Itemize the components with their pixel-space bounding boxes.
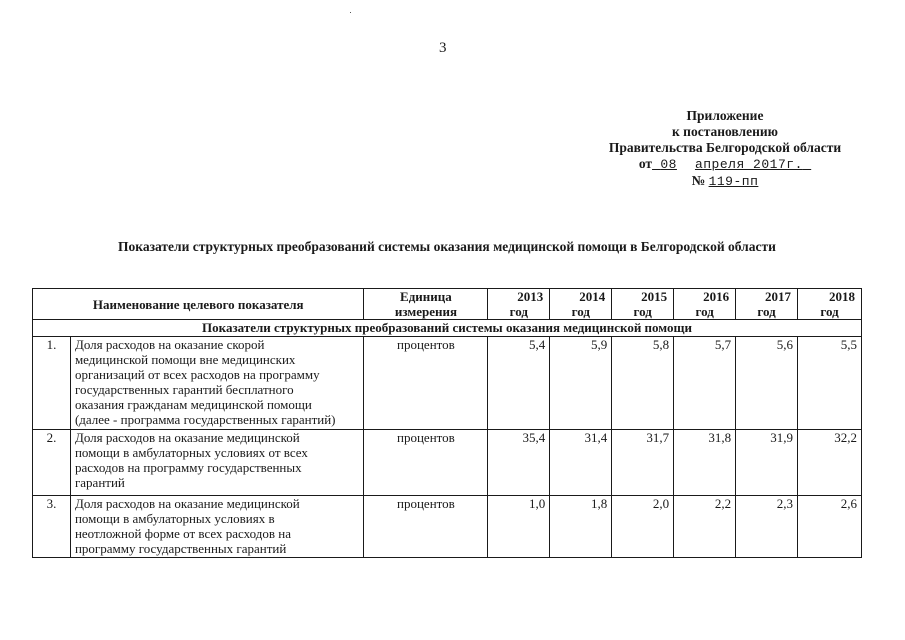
- indicators-table: [32, 288, 862, 558]
- row-value-2016: 5,7: [674, 337, 736, 430]
- row-value-2016: 2,2: [674, 496, 736, 558]
- appendix-number-row: [600, 173, 850, 190]
- page-number: 3: [439, 40, 447, 56]
- row-number: 1.: [33, 337, 71, 430]
- row-value-2014: 1,8: [550, 496, 612, 558]
- row-unit: процентов: [364, 337, 488, 430]
- table-row: [33, 496, 862, 558]
- row-value-2017: 2,3: [736, 496, 798, 558]
- row-value-2014: 5,9: [550, 337, 612, 430]
- row-value-2013: 35,4: [488, 430, 550, 496]
- row-value-2015: 2,0: [612, 496, 674, 558]
- header-year-2015: 2015 год: [612, 289, 674, 320]
- table-header-row: [33, 289, 862, 320]
- row-indicator-name: Доля расходов на оказание скорой медицинской помощи вне медицинских организаций от всех расходов на программу государственных гарантий бесплатного оказания гражданам медицинской помощи (далее - программа государственных гарантий): [70, 337, 364, 430]
- table-row: [33, 337, 862, 430]
- section-row: [33, 320, 862, 337]
- row-value-2013: 1,0: [488, 496, 550, 558]
- row-value-2018: 2,6: [798, 496, 862, 558]
- header-unit: Единица измерения: [364, 289, 488, 320]
- table-row: [33, 430, 862, 496]
- header-indicator-name: Наименование целевого показателя: [33, 289, 364, 320]
- row-value-2014: 31,4: [550, 430, 612, 496]
- date-prefix: от: [638, 156, 653, 171]
- row-unit: процентов: [364, 430, 488, 496]
- document-title: Показатели структурных преобразований системы оказания медицинской помощи в Белгородской области: [118, 239, 776, 254]
- scan-speck: [350, 12, 351, 13]
- row-value-2018: 5,5: [798, 337, 862, 430]
- appendix-line-decree: к постановлению: [672, 124, 778, 139]
- decree-number: 119-пп: [708, 174, 759, 189]
- row-value-2013: 5,4: [488, 337, 550, 430]
- appendix-block: [600, 108, 850, 190]
- header-year-2016: 2016 год: [674, 289, 736, 320]
- row-value-2017: 31,9: [736, 430, 798, 496]
- date-month-year: апреля 2017г.: [694, 157, 803, 172]
- row-value-2015: 31,7: [612, 430, 674, 496]
- section-title: Показатели структурных преобразований системы оказания медицинской помощи: [33, 320, 862, 337]
- row-indicator-name: Доля расходов на оказание медицинской помощи в амбулаторных условиях от всех расходов на программу государственных гарантий: [70, 430, 364, 496]
- header-year-2013: 2013 год: [488, 289, 550, 320]
- header-year-2017: 2017 год: [736, 289, 798, 320]
- number-prefix: №: [691, 173, 706, 188]
- row-value-2017: 5,6: [736, 337, 798, 430]
- date-day: 08 апреля 2017г.: [660, 157, 803, 172]
- row-number: 2.: [33, 430, 71, 496]
- row-number: 3.: [33, 496, 71, 558]
- header-year-2014: 2014 год: [550, 289, 612, 320]
- row-value-2016: 31,8: [674, 430, 736, 496]
- appendix-line-government: Правительства Белгородской области: [608, 140, 842, 155]
- row-unit: процентов: [364, 496, 488, 558]
- header-year-2018: 2018 год: [798, 289, 862, 320]
- row-value-2018: 32,2: [798, 430, 862, 496]
- row-indicator-name: Доля расходов на оказание медицинской помощи в амбулаторных условиях в неотложной форме от всех расходов на программу государственных гарантий: [70, 496, 364, 558]
- appendix-date-row: [600, 156, 850, 173]
- appendix-title: Приложение: [686, 108, 764, 123]
- row-value-2015: 5,8: [612, 337, 674, 430]
